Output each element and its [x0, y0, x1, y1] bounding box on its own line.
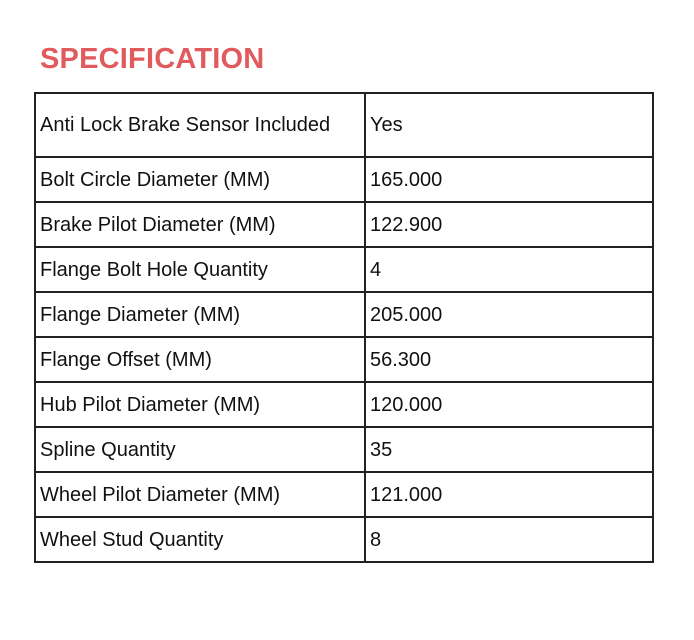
table-row [35, 337, 653, 382]
spec-value-flange-diameter: 205.000 [365, 292, 653, 337]
table-row [35, 292, 653, 337]
spec-value-flange-offset: 56.300 [365, 337, 653, 382]
spec-label-spline-quantity: Spline Quantity [35, 427, 365, 472]
table-row [35, 202, 653, 247]
spec-value-flange-bolt-hole-quantity: 4 [365, 247, 653, 292]
spec-label-flange-diameter: Flange Diameter (MM) [35, 292, 365, 337]
spec-label-flange-bolt-hole-quantity: Flange Bolt Hole Quantity [35, 247, 365, 292]
spec-value-hub-pilot-diameter: 120.000 [365, 382, 653, 427]
spec-value-bolt-circle-diameter: 165.000 [365, 157, 653, 202]
spec-label-brake-pilot-diameter: Brake Pilot Diameter (MM) [35, 202, 365, 247]
table-row [35, 157, 653, 202]
spec-label-hub-pilot-diameter: Hub Pilot Diameter (MM) [35, 382, 365, 427]
spec-label-flange-offset: Flange Offset (MM) [35, 337, 365, 382]
table-row [35, 382, 653, 427]
spec-label-wheel-pilot-diameter: Wheel Pilot Diameter (MM) [35, 472, 365, 517]
spec-value-wheel-pilot-diameter: 121.000 [365, 472, 653, 517]
table-row [35, 517, 653, 562]
specification-title: SPECIFICATION [40, 43, 265, 75]
spec-value-spline-quantity: 35 [365, 427, 653, 472]
spec-label-bolt-circle-diameter: Bolt Circle Diameter (MM) [35, 157, 365, 202]
table-row [35, 247, 653, 292]
table-row [35, 427, 653, 472]
spec-value-wheel-stud-quantity: 8 [365, 517, 653, 562]
spec-value-anti-lock-brake-sensor: Yes [365, 93, 653, 157]
spec-value-brake-pilot-diameter: 122.900 [365, 202, 653, 247]
specification-table [34, 92, 654, 563]
table-row [35, 93, 653, 157]
spec-label-wheel-stud-quantity: Wheel Stud Quantity [35, 517, 365, 562]
table-row [35, 472, 653, 517]
spec-label-anti-lock-brake-sensor: Anti Lock Brake Sensor Included [35, 93, 365, 157]
